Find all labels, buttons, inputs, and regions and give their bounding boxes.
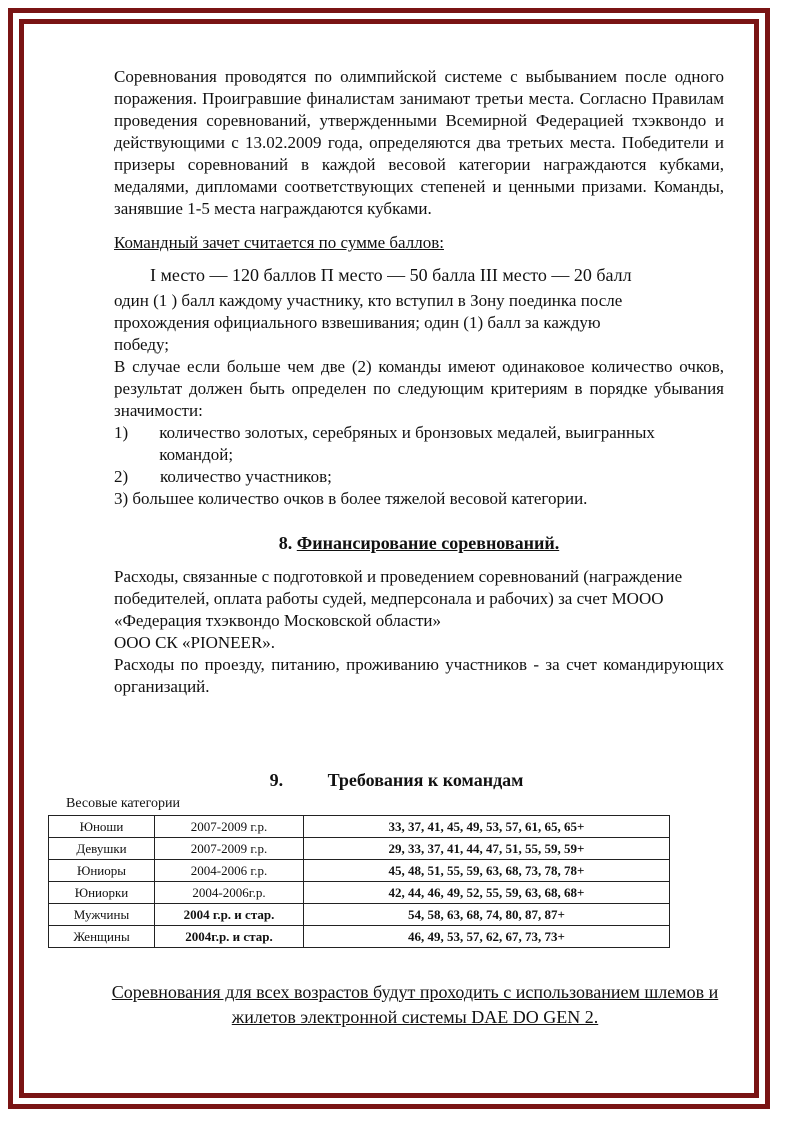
table-row <box>49 882 670 904</box>
competition-system-paragraph: Соревнования проводятся по олимпийской системе с выбыванием после одного поражения. Проигравшие финалистам занимают третьи места. Согласно Правилам проведения соревнований, утвержденными Всемирной Федерацией тхэквондо и действующими с 13.02.2009 года, определяются два третьих места. Победители и призеры соревнований в каждой весовой категории награждаются кубками, медалями, дипломами соответствующих степеней и ценными призами. Команды, занявшие 1-5 места награждаются кубками. <box>114 67 724 218</box>
section-8-title: Финансирование соревнований. <box>296 533 560 553</box>
section-8-number: 8. <box>278 533 293 553</box>
section-8-heading <box>114 533 724 554</box>
weights-cell: 33, 37, 41, 45, 49, 53, 57, 61, 65, 65+ <box>304 816 670 838</box>
criterion-text: количество участников; <box>160 467 332 486</box>
years-cell: 2007-2009 г.р. <box>155 838 304 860</box>
table-row <box>49 838 670 860</box>
criterion-3: 3) большее количество очков в более тяжелой весовой категории. <box>114 489 588 508</box>
table-row <box>49 816 670 838</box>
weights-cell: 45, 48, 51, 55, 59, 63, 68, 73, 78, 78+ <box>304 860 670 882</box>
equipment-notice: Соревнования для всех возрастов будут проходить с использованием шлемов и жилетов электронной системы DAE DO GEN 2. <box>111 982 719 1027</box>
criterion-text: количество золотых, серебряных и бронзовых медалей, выигранных командой; <box>159 423 655 464</box>
weight-categories-table <box>48 815 670 948</box>
team-score-heading: Командный зачет считается по сумме баллов: <box>114 233 444 252</box>
table-row <box>49 926 670 948</box>
section-9-title: Требования к командам <box>327 770 524 790</box>
table-row <box>49 904 670 926</box>
group-cell: Девушки <box>49 838 155 860</box>
group-cell: Юниоры <box>49 860 155 882</box>
weights-cell: 42, 44, 46, 49, 52, 55, 59, 63, 68, 68+ <box>304 882 670 904</box>
main-content <box>114 66 724 698</box>
participation-points-paragraph: один (1 ) балл каждому участнику, кто вступил в Зону поединка после прохождения официального взвешивания; один (1) балл за каждую победу; <box>114 291 623 354</box>
weights-cell: 54, 58, 63, 68, 74, 80, 87, 87+ <box>304 904 670 926</box>
weights-cell: 29, 33, 37, 41, 44, 47, 51, 55, 59, 59+ <box>304 838 670 860</box>
financing-sponsor: ООО СК «PIONEER». <box>114 633 276 652</box>
years-cell: 2004г.р. и стар. <box>155 926 304 948</box>
section-9-number: 9. <box>269 770 284 790</box>
place-scores: I место — 120 баллов П место — 50 балла III место — 20 балл <box>150 265 632 285</box>
years-cell: 2004 г.р. и стар. <box>155 904 304 926</box>
group-cell: Женщины <box>49 926 155 948</box>
tie-break-paragraph: В случае если больше чем две (2) команды имеют одинаковое количество очков, результат должен быть определен по следующим критериям в порядке убывания значимости: <box>114 357 724 420</box>
years-cell: 2004-2006 г.р. <box>155 860 304 882</box>
criterion-2 <box>114 466 724 488</box>
group-cell: Юниорки <box>49 882 155 904</box>
financing-paragraph: Расходы, связанные с подготовкой и проведением соревнований (награждение победителей, оплата работы судей, медперсонала и рабочих) за счет МООО «Федерация тхэквондо Московской области» <box>114 567 683 630</box>
group-cell: Юноши <box>49 816 155 838</box>
weights-cell: 46, 49, 53, 57, 62, 67, 73, 73+ <box>304 926 670 948</box>
section-9-heading <box>0 770 793 791</box>
criterion-1 <box>114 422 724 466</box>
years-cell: 2007-2009 г.р. <box>155 816 304 838</box>
travel-expenses-paragraph: Расходы по проезду, питанию, проживанию участников - за счет командирующих организаций. <box>114 655 724 696</box>
criterion-number: 2) <box>114 467 129 486</box>
years-cell: 2004-2006г.р. <box>155 882 304 904</box>
table-row <box>49 860 670 882</box>
criterion-number: 1) <box>114 423 129 442</box>
group-cell: Мужчины <box>49 904 155 926</box>
weight-categories-label: Весовые категории <box>66 796 180 811</box>
